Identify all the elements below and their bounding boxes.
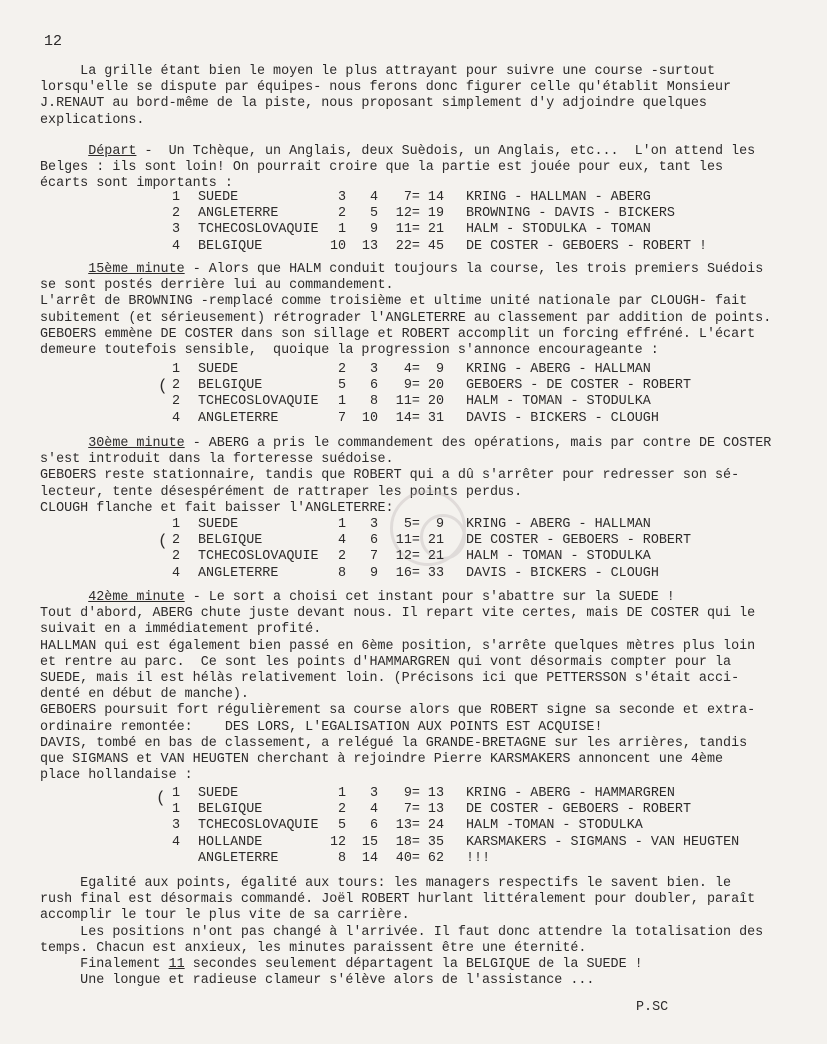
text-run: - ABERG a pris le commandement des opérations, mais par contre DE COSTER [184,436,772,451]
country-cell: BELGIQUE [198,238,263,254]
riders-cell: !!! [466,850,491,866]
text-line: Belges : ils sont loin! On pourrait croire que la partie est jouée pour eux, tant les [40,160,724,176]
text-line: Une longue et radieuse clameur s'élève alors de l'assistance ... [40,973,595,989]
text-line: La grille étant bien le moyen le plus attrayant pour suivre une course -surtout [40,64,715,79]
page-number: 12 [44,33,63,50]
conclusion-paragraph [40,876,800,989]
section-heading: Départ [88,144,137,159]
riders-cell: DAVIS - BICKERS - CLOUGH [466,565,659,581]
points-cell: 5 [369,206,378,222]
text-line: lorsqu'elle se dispute par équipes- nous ferons donc figurer celle qu'établit Monsieur [40,80,732,96]
points-cell: 5 [337,378,346,394]
points-cell: 1 [337,786,346,801]
country-cell: TCHECOSLOVAQUIE [198,818,319,834]
country-cell: TCHECOSLOVAQUIE [198,394,319,410]
depart-paragraph [40,144,800,193]
text-line: denté en début de manche). [40,687,249,703]
rank-cell: 1 [172,802,181,818]
text-line [40,590,800,606]
table-row [0,835,827,851]
text-line: DAVIS, tombé en bas de classement, a relégué la GRANDE-BRETAGNE sur les arrières, tandis [40,735,748,751]
riders-cell: KRING - ABERG - HALLMAN [466,362,651,377]
table-row [0,802,827,818]
points-cell: 7 [337,410,346,426]
points-cell: 8 [369,394,378,410]
points-cell: 14 [361,850,378,866]
text-line: GEBOERS emmène DE COSTER dans son sillage et ROBERT accomplit un forcing effréné. L'écart [40,326,756,342]
total-cell: 9= 20 [403,378,444,394]
section-heading: 30ème minute [88,436,185,451]
total-cell: 12= 19 [395,206,444,222]
points-cell: 10 [361,410,378,426]
country-cell: TCHECOSLOVAQUIE [198,222,319,238]
text-line: CLOUGH flanche et fait baisser l'ANGLETERRE: [40,500,394,516]
text-line: place hollandaise : [40,768,193,784]
country-cell: SUEDE [198,786,239,801]
text-line: et rentre au parc. Ce sont les points d'HAMMARGREN qui vont désormais compter pour la [40,654,732,670]
country-cell: SUEDE [198,517,239,532]
text-line: Les positions n'ont pas changé à l'arrivée. Il faut donc attendre la totalisation des [40,924,764,940]
country-cell: TCHECOSLOVAQUIE [198,549,319,565]
points-cell: 13 [361,238,378,254]
total-cell: 11= 21 [395,222,444,238]
total-cell: 11= 21 [395,533,444,549]
rank-cell: 2 [172,533,181,549]
text-line: HALLMAN qui est également bien passé en 6ème position, s'arrête quelques mètres plus loin [40,638,756,654]
rank-cell: 2 [172,378,181,394]
points-cell: 10 [330,238,347,254]
points-cell: 8 [337,565,346,581]
points-cell: 6 [369,818,378,834]
rank-cell: 3 [172,222,181,238]
total-cell: 5= 9 [403,517,444,532]
points-cell: 3 [369,786,378,801]
riders-cell: DE COSTER - GEBOERS - ROBERT [466,533,691,549]
text-run: Finalement [40,957,169,973]
riders-cell: DE COSTER - GEBOERS - ROBERT [466,802,691,818]
tie-brace: ( [158,532,168,550]
text-line: s'est introduit dans la forteresse suédoise. [40,452,394,468]
tie-brace: ( [158,377,168,395]
points-cell: 8 [337,850,346,866]
rank-cell: 3 [172,818,181,834]
text-line: que SIGMANS et VAN HEUGTEN cherchant à rejoindre Pierre KARSMAKERS annoncent une 4ème [40,752,724,768]
table-row [0,378,827,394]
text-run: - Le sort a choisi cet instant pour s'abattre sur la SUEDE ! [184,590,675,605]
rank-cell: 1 [172,362,181,377]
rank-cell: 4 [172,834,181,850]
table-row [0,786,827,802]
points-cell: 4 [337,533,346,549]
text-line: accomplir le tour le plus vite de sa carrière. [40,908,410,924]
points-cell: 6 [369,533,378,549]
table-row [0,411,827,427]
riders-cell: GEBOERS - DE COSTER - ROBERT [466,378,691,394]
table-row [0,206,827,222]
riders-cell: KARSMAKERS - SIGMANS - VAN HEUGTEN [466,834,740,850]
text-run: - Alors que HALM conduit toujours la course, les trois premiers Suédois [184,262,764,277]
points-cell: 1 [337,517,346,532]
riders-cell: DE COSTER - GEBOERS - ROBERT ! [466,238,708,254]
text-line: lecteur, tente désespérément de rattraper les points perdus. [40,484,523,500]
rank-cell: 4 [172,238,181,254]
tie-brace: ( [156,789,166,807]
min15-paragraph [40,262,800,359]
country-cell: SUEDE [198,362,239,377]
country-cell: ANGLETERRE [198,410,279,426]
text-line: rush final est désormais commandé. Joël ROBERT hurlant littéralement pour doubler, paraît [40,892,756,908]
table-row [0,239,827,255]
table-row [0,566,827,582]
table-row [0,549,827,565]
total-cell: 22= 45 [395,238,444,254]
text-line: explications. [40,112,145,128]
country-cell: SUEDE [198,190,239,205]
points-cell: 15 [361,834,378,850]
total-cell: 13= 24 [395,818,444,834]
text-line: Egalité aux points, égalité aux tours: les managers respectifs le savent bien. le [40,876,732,891]
points-cell: 3 [369,517,378,532]
points-cell: 7 [369,549,378,565]
riders-cell: KRING - HALLMAN - ABERG [466,190,651,205]
points-cell: 6 [369,378,378,394]
points-cell: 2 [337,362,346,377]
total-cell: 7= 13 [403,802,444,818]
intro-paragraph [40,64,800,129]
text-line: GEBOERS poursuit fort régulièrement sa course alors que ROBERT signe sa seconde et extra- [40,703,756,719]
country-cell: BELGIQUE [198,802,263,818]
rank-cell: 1 [172,786,181,801]
riders-cell: KRING - ABERG - HAMMARGREN [466,786,675,801]
points-cell: 9 [369,565,378,581]
text-line [40,144,800,160]
points-cell: 1 [337,394,346,410]
riders-cell: HALM - TOMAN - STODULKA [466,549,651,565]
text-line: ordinaire remontée: DES LORS, L'EGALISATION AUX POINTS EST ACQUISE! [40,719,603,735]
total-cell: 9= 13 [403,786,444,801]
country-cell: BELGIQUE [198,378,263,394]
points-cell: 4 [369,190,378,205]
table-row [0,190,827,206]
text-run: secondes seulement départagent la BELGIQUE de la SUEDE ! [184,957,643,973]
text-line: écarts sont importants : [40,176,233,192]
total-cell: 18= 35 [395,834,444,850]
table-row [0,222,827,238]
points-cell: 2 [337,206,346,222]
rank-cell: 1 [172,517,181,532]
text-line: temps. Chacun est anxieux, les minutes paraissent être une éternité. [40,940,587,956]
country-cell: ANGLETERRE [198,565,279,581]
points-cell: 12 [330,834,347,850]
riders-cell: DAVIS - BICKERS - CLOUGH [466,410,659,426]
points-cell: 2 [337,549,346,565]
table-row [0,533,827,549]
table-row [0,394,827,410]
text-run: - Un Tchèque, un Anglais, deux Suèdois, un Anglais, etc... L'on attend les [136,144,756,159]
author-signature: P.SC [636,1000,669,1015]
section-heading: 42ème minute [88,590,185,605]
points-cell: 3 [369,362,378,377]
riders-cell: HALM - STODULKA - TOMAN [466,222,651,238]
total-cell: 7= 14 [403,190,444,205]
text-line: L'arrêt de BROWNING -remplacé comme troisième et ultime unité nationale par CLOUGH- fait [40,294,748,310]
table-row [0,517,827,533]
total-cell: 4= 9 [403,362,444,377]
text-line: J.RENAUT au bord-même de la piste, nous proposant simplement d'y adjoindre quelques [40,96,707,112]
table-row [0,362,827,378]
riders-cell: HALM -TOMAN - STODULKA [466,818,643,834]
country-cell: HOLLANDE [198,834,263,850]
min42-paragraph [40,590,800,784]
text-line [40,957,800,973]
points-cell: 2 [337,802,346,818]
text-line: SUEDE, mais il est hélàs relativement loin. (Précisons ici que PETTERSSON s'était acci- [40,671,740,687]
text-line: suivait en a immédiatement profité. [40,622,322,638]
total-cell: 40= 62 [395,850,444,866]
total-cell: 11= 20 [395,394,444,410]
total-cell: 14= 31 [395,410,444,426]
points-cell: 4 [369,802,378,818]
country-cell: ANGLETERRE [198,206,279,222]
text-line: Tout d'abord, ABERG chute juste devant nous. Il repart vite certes, mais DE COSTER qui le [40,606,756,622]
text-line: subitement (et sérieusement) rétrograder l'ANGLETERRE au classement par addition de points. [40,310,772,326]
text-line [40,436,800,452]
points-cell: 3 [337,190,346,205]
points-cell: 5 [337,818,346,834]
rank-cell: 2 [172,394,181,410]
text-line: GEBOERS reste stationnaire, tandis que ROBERT qui a dû s'arrêter pour redresser son sé- [40,468,740,484]
emphasis-number: 11 [168,957,185,973]
table-row [0,851,827,867]
text-line: demeure toutefois sensible, quoique la progression s'annonce encourageante : [40,343,659,359]
riders-cell: KRING - ABERG - HALLMAN [466,517,651,532]
country-cell: ANGLETERRE [198,850,279,866]
country-cell: BELGIQUE [198,533,263,549]
total-cell: 16= 33 [395,565,444,581]
rank-cell: 2 [172,549,181,565]
text-line: se sont postés derrière lui au commandement. [40,278,394,294]
points-cell: 1 [337,222,346,238]
rank-cell: 4 [172,565,181,581]
total-cell: 12= 21 [395,549,444,565]
rank-cell: 2 [172,206,181,222]
riders-cell: BROWNING - DAVIS - BICKERS [466,206,675,222]
table-row [0,818,827,834]
text-line [40,262,800,278]
rank-cell: 4 [172,410,181,426]
points-cell: 9 [369,222,378,238]
riders-cell: HALM - TOMAN - STODULKA [466,394,651,410]
section-heading: 15ème minute [88,262,185,277]
rank-cell: 1 [172,190,181,205]
